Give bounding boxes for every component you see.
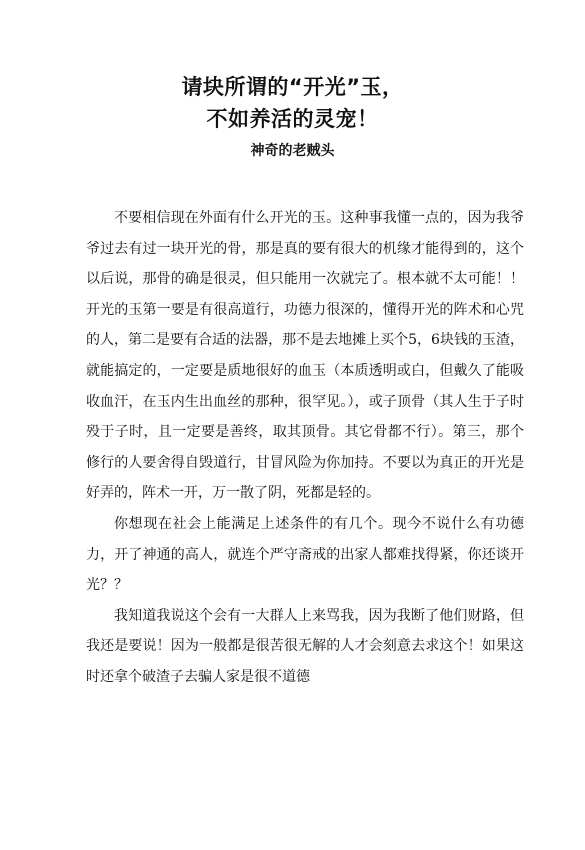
author-name: 神奇的老贼头 xyxy=(250,143,335,159)
paragraph-1: 不要相信现在外面有什么开光的玉。这种事我懂一点的，因为我爷爷过去有过一块开光的骨，那是真的要有很大的机缘才能得到的，这个以后说，那骨的确是很灵，但只能用一次就完了。根本就不太可能！！开光的玉第一要是有很高道行，功德力很深的，懂得开光的阵术和心咒的人，第二是要有合适的法器，那不是去地摊上买个5，6块钱的玉渣，就能搞定的，一定要是质地很好的血玉（本质透明或白，但戴久了能吸收血汗，在玉内生出血丝的那种，很罕见。），或子顶骨（其人生于子时殁于子时，且一定要是善终，取其顶骨。其它骨都不行）。第三，那个修行的人要舍得自毁道行，甘冒风险为你加持。不要以为真正的开光是好弄的，阵术一开，万一散了阴，死都是轻的。 xyxy=(86,210,524,502)
paragraph-3: 我知道我说这个会有一大群人上来骂我，因为我断了他们财路，但我还是要说！因为一般都是很苦很无解的人才会刻意去求这个！如果这时还拿个破渣子去骗人家是很不道德 xyxy=(86,607,524,685)
title-line-2: 不如养活的灵宠！ xyxy=(206,107,379,131)
paragraph-2: 你想现在社会上能满足上述条件的有几个。现今不说什么有功德力，开了神通的高人，就连个严守斋戒的出家人都难找得紧，你还谈开光？？ xyxy=(86,515,524,594)
article-body xyxy=(86,203,524,693)
title-line-1: 请块所谓的“开光”玉， xyxy=(181,75,404,99)
